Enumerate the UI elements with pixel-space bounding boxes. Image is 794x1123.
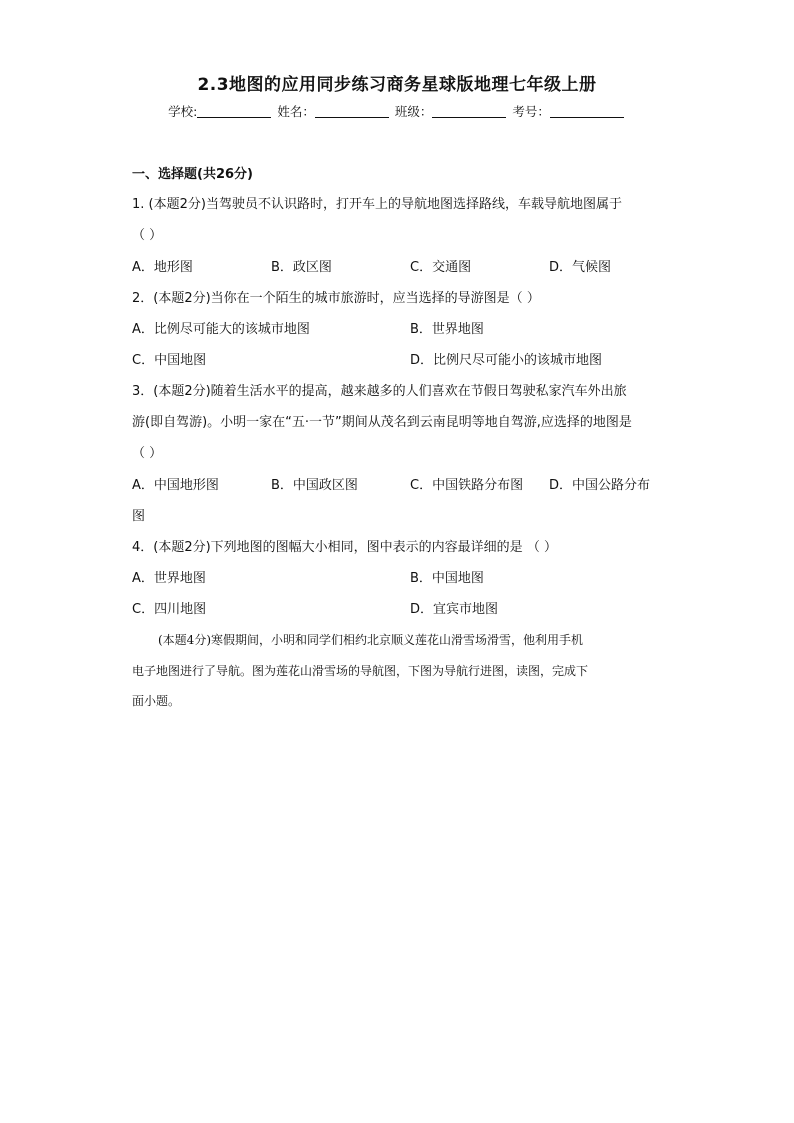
number-blank[interactable] bbox=[550, 104, 624, 118]
question-3-option-b[interactable]: B．中国政区图 bbox=[271, 478, 358, 493]
question-3-option-c[interactable]: C．中国铁路分布图 bbox=[410, 478, 524, 493]
question-2-option-d[interactable]: D．比例尺尽可能小的该城市地图 bbox=[410, 353, 603, 368]
question-1-stem-line-2: （ ） bbox=[132, 228, 163, 243]
question-3-stem-line-2: 游(即自驾游)。小明一家在“五·一节”期间从茂名到云南昆明等地自驾游,应选择的地图是 bbox=[132, 415, 632, 430]
question-3-option-a[interactable]: A．中国地形图 bbox=[132, 478, 219, 493]
question-4-option-c[interactable]: C．四川地图 bbox=[132, 602, 207, 617]
school-label: 学校: bbox=[168, 104, 198, 119]
question-1-option-c[interactable]: C．交通图 bbox=[410, 260, 472, 275]
question-4-option-b[interactable]: B．中国地图 bbox=[410, 571, 484, 586]
question-3-stem-line-1: 3．(本题2分)随着生活水平的提高，越来越多的人们喜欢在节假日驾驶私家汽车外出旅 bbox=[132, 384, 627, 399]
number-label: 考号： bbox=[512, 104, 550, 119]
question-2-options-row-1 bbox=[132, 318, 664, 336]
question-1-option-a[interactable]: A．地形图 bbox=[132, 260, 193, 275]
question-1-options bbox=[132, 256, 664, 274]
material-line-3: 面小题。 bbox=[132, 694, 181, 708]
material-line-2: 电子地图进行了导航。图为莲花山滑雪场的导航图，下图为导航行进图，读图，完成下 bbox=[132, 664, 589, 678]
question-3-option-d-wrap: 图 bbox=[132, 509, 146, 524]
name-label: 姓名： bbox=[277, 104, 315, 119]
name-blank[interactable] bbox=[315, 104, 389, 118]
question-1-stem-line-1: 1. (本题2分)当驾驶员不认识路时，打开车上的导航地图选择路线，车载导航地图属于 bbox=[132, 197, 622, 212]
question-2-stem: 2．(本题2分)当你在一个陌生的城市旅游时，应当选择的导游图是（ ） bbox=[132, 291, 540, 306]
class-label: 班级： bbox=[394, 104, 433, 119]
material-line-1: (本题4分)寒假期间，小明和同学们相约北京顺义莲花山滑雪场滑雪，他利用手机 bbox=[158, 633, 584, 647]
question-2-option-c[interactable]: C．中国地图 bbox=[132, 353, 207, 368]
question-4-option-d[interactable]: D．宜宾市地图 bbox=[410, 602, 499, 617]
question-2-option-a[interactable]: A．比例尽可能大的该城市地图 bbox=[132, 322, 310, 337]
question-3-options bbox=[132, 474, 664, 492]
school-blank[interactable] bbox=[197, 104, 271, 118]
page-title: 2.3地图的应用同步练习商务星球版地理七年级上册 bbox=[197, 75, 597, 95]
question-2-options-row-2 bbox=[132, 349, 664, 367]
section-title: 一、选择题(共26分) bbox=[132, 167, 253, 182]
question-4-options-row-2 bbox=[132, 598, 664, 616]
question-4-options-row-1 bbox=[132, 567, 664, 585]
question-4-stem: 4．(本题2分)下列地图的图幅大小相同，图中表示的内容最详细的是 （ ） bbox=[132, 540, 557, 555]
question-1-option-d[interactable]: D．气候图 bbox=[549, 260, 612, 275]
question-4-option-a[interactable]: A．世界地图 bbox=[132, 571, 206, 586]
question-3-stem-line-3: （ ） bbox=[132, 446, 163, 461]
question-1-option-b[interactable]: B．政区图 bbox=[271, 260, 332, 275]
class-blank[interactable] bbox=[432, 104, 506, 118]
question-2-option-b[interactable]: B．世界地图 bbox=[410, 322, 484, 337]
student-info-line bbox=[0, 102, 794, 120]
question-3-option-d[interactable]: D．中国公路分布 bbox=[549, 478, 651, 493]
